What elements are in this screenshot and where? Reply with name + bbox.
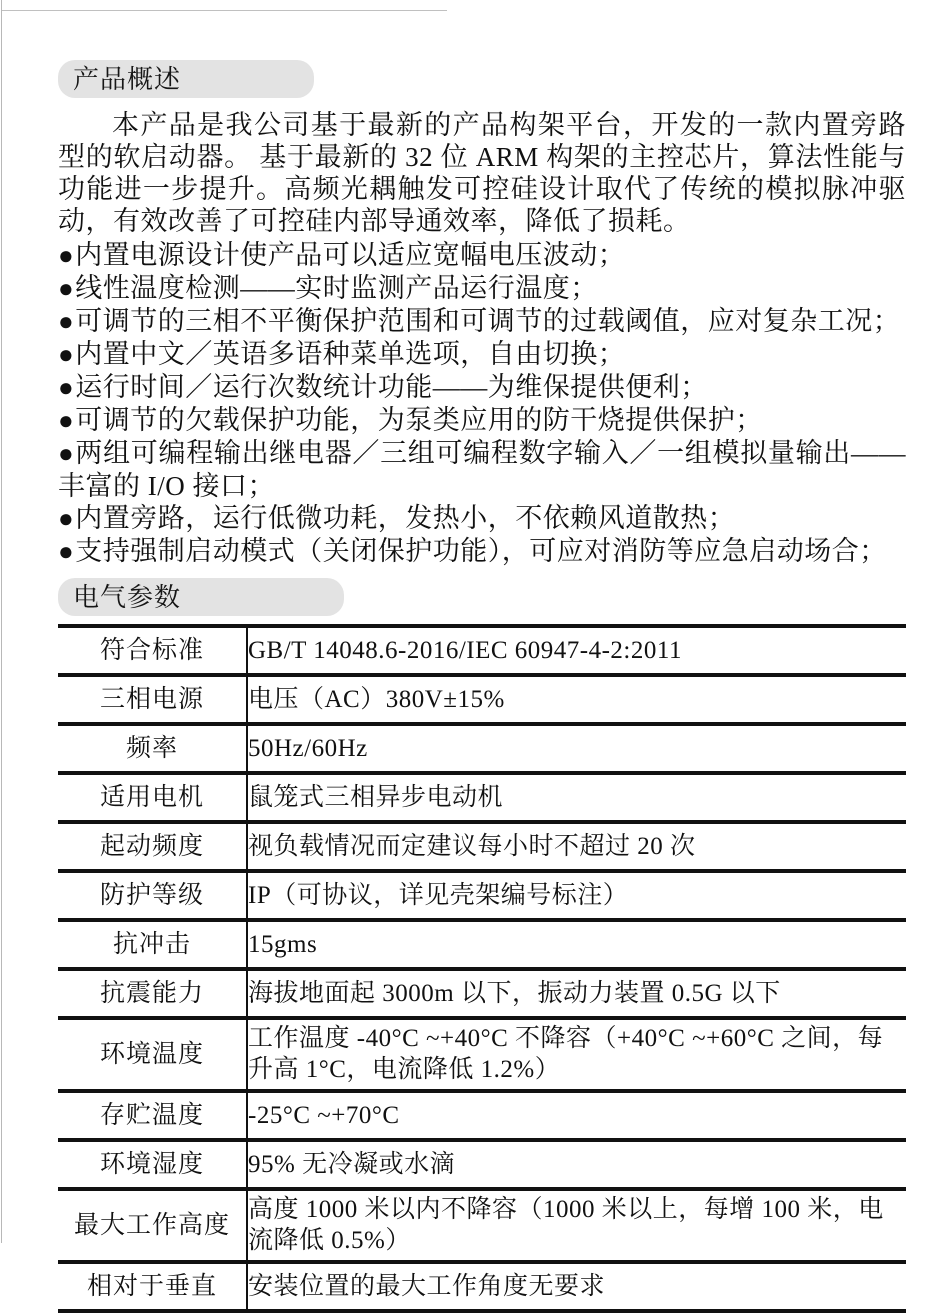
feature-bullet-text: 内置旁路，运行低微功耗，发热小，不依赖风道散热； (75, 503, 736, 533)
page-content (58, 60, 906, 1313)
feature-bullet (58, 305, 906, 338)
spec-value-cell: 海拔地面起 3000m 以下，振动力装置 0.5G 以下 (248, 979, 781, 1007)
spec-row (58, 969, 906, 1018)
spec-row (58, 1018, 906, 1091)
bullet-icon: ● (58, 406, 75, 435)
feature-bullet-text: 内置中文／英语多语种菜单选项，自由切换； (75, 339, 626, 369)
feature-bullet-text: 可调节的三相不平衡保护范围和可调节的过载阈值，应对复杂工况； (75, 306, 901, 336)
spec-row (58, 1091, 906, 1140)
spec-label-cell: 三相电源 (58, 675, 247, 724)
spec-row (58, 1262, 906, 1311)
feature-bullet-text: 内置电源设计使产品可以适应宽幅电压波动； (75, 240, 626, 270)
spec-label-cell: 相对于垂直 (58, 1262, 247, 1311)
spec-label-cell: 抗冲击 (58, 920, 247, 969)
spec-label-cell: 符合标准 (58, 626, 247, 675)
spec-row (58, 1140, 906, 1189)
spec-row (58, 920, 906, 969)
page-edge-line-left (1, 0, 2, 1243)
spec-label-cell: 环境温度 (58, 1018, 247, 1091)
feature-bullet (58, 535, 906, 568)
spec-value-cell: 15gms (248, 930, 318, 958)
bullet-icon: ● (58, 537, 75, 566)
spec-value-cell: 50Hz/60Hz (248, 734, 368, 762)
spec-label-cell: 抗震能力 (58, 969, 247, 1018)
bullet-icon: ● (58, 274, 75, 303)
spec-row (58, 822, 906, 871)
spec-value-cell: 高度 1000 米以内不降容（1000 米以上，每增 100 米，电流降低 0.5%） (248, 1196, 884, 1254)
bullet-icon: ● (58, 373, 75, 402)
feature-bullet-text: 运行时间／运行次数统计功能——为维保提供便利； (75, 372, 708, 402)
feature-bullet (58, 371, 906, 404)
spec-value-cell: 95% 无冷凝或水滴 (248, 1150, 456, 1178)
spec-label-cell: 环境湿度 (58, 1140, 247, 1189)
product-intro-paragraph: 本产品是我公司基于最新的产品构架平台，开发的一款内置旁路型的软启动器。 基于最新的 32 位 ARM 构架的主控芯片，算法性能与功能进一步提升。高频光耦触发可控硅设计取代了传统的模拟脉冲驱动，有效改善了可控硅内部导通效率，降低了损耗。 (58, 110, 906, 236)
spec-value-cell: 电压（AC）380V±15% (248, 685, 505, 713)
feature-bullet (58, 239, 906, 272)
electrical-parameters-table-body (58, 626, 906, 1311)
spec-row (58, 675, 906, 724)
feature-bullet-text: 可调节的欠载保护功能，为泵类应用的防干烧提供保护； (75, 405, 763, 435)
feature-bullet-list (58, 239, 906, 568)
spec-row (58, 1189, 906, 1262)
spec-row (58, 626, 906, 675)
bullet-icon: ● (58, 504, 75, 533)
spec-value-cell: 视负载情况而定建议每小时不超过 20 次 (248, 832, 696, 860)
spec-value-cell: IP（可协议，详见壳架编号标注） (248, 881, 629, 909)
spec-value-cell: 工作温度 -40°C ~+40°C 不降容（+40°C ~+60°C 之间，每升高 1°C，电流降低 1.2%） (248, 1025, 884, 1083)
bullet-icon: ● (58, 241, 75, 270)
electrical-parameters-table (58, 624, 906, 1313)
feature-bullet (58, 272, 906, 305)
feature-bullet (58, 437, 906, 502)
feature-bullet-text: 线性温度检测——实时监测产品运行温度； (75, 273, 598, 303)
feature-bullet-text: 支持强制启动模式（关闭保护功能），可应对消防等应急启动场合； (75, 536, 887, 566)
spec-value-cell: GB/T 14048.6-2016/IEC 60947-4-2:2011 (248, 636, 682, 664)
spec-value-cell: 安装位置的最大工作角度无要求 (248, 1272, 606, 1300)
feature-bullet-text: 两组可编程输出继电器／三组可编程数字输入／一组模拟量输出——丰富的 I/O 接口； (58, 438, 906, 501)
feature-bullet (58, 404, 906, 437)
spec-label-cell: 适用电机 (58, 773, 247, 822)
feature-bullet (58, 338, 906, 371)
spec-label-cell: 最大工作高度 (58, 1189, 247, 1262)
spec-value-cell: -25°C ~+70°C (248, 1101, 400, 1129)
page-edge-line-top (2, 10, 447, 11)
section-title-product-overview: 产品概述 (58, 60, 314, 98)
feature-bullet (58, 502, 906, 535)
spec-value-cell: 鼠笼式三相异步电动机 (248, 783, 504, 811)
spec-label-cell: 起动频度 (58, 822, 247, 871)
bullet-icon: ● (58, 439, 75, 468)
spec-row (58, 871, 906, 920)
spec-label-cell: 存贮温度 (58, 1091, 247, 1140)
spec-label-cell: 防护等级 (58, 871, 247, 920)
spec-row (58, 773, 906, 822)
spec-row (58, 724, 906, 773)
section-title-electrical-parameters: 电气参数 (58, 578, 344, 616)
bullet-icon: ● (58, 307, 75, 336)
spec-label-cell: 频率 (58, 724, 247, 773)
bullet-icon: ● (58, 340, 75, 369)
